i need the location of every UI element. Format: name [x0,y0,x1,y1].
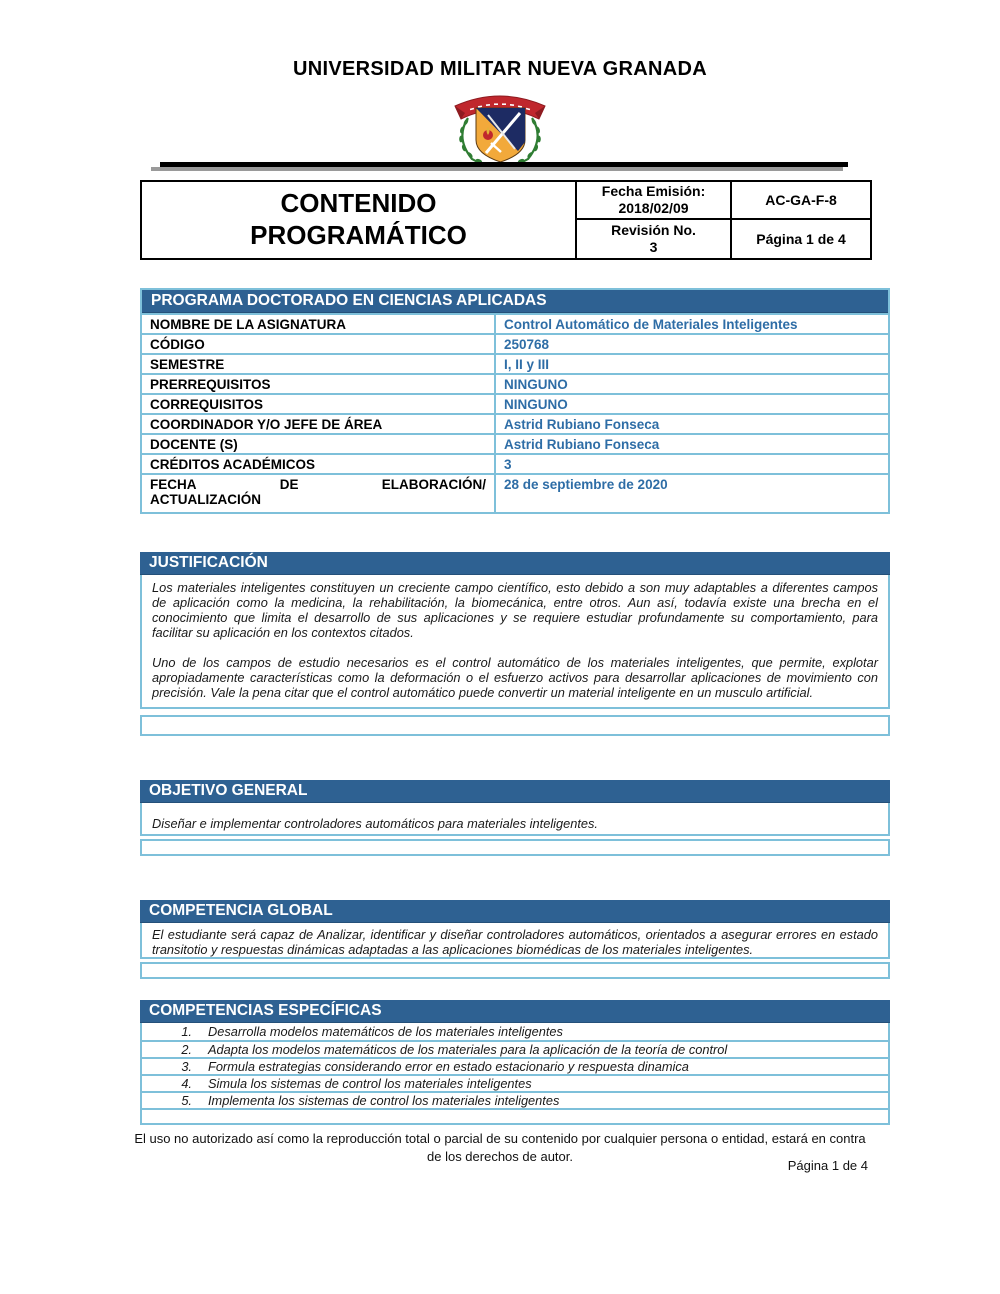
section-header: JUSTIFICACIÓN [140,552,890,575]
row-label: PRERREQUISITOS [150,377,271,392]
list-item [142,1057,888,1074]
fecha-emision-cell [575,182,730,220]
paragraph: Diseñar e implementar controladores automáticos para materiales inteligentes. [152,816,598,831]
empty-row [140,839,890,856]
page-number-cell [730,220,870,258]
section-header: COMPETENCIAS ESPECÍFICAS [140,1000,890,1023]
table-row [142,433,888,453]
revision-cell [575,220,730,258]
document-title-line1: CONTENIDO [280,188,437,219]
university-crest-icon [441,82,559,173]
section-header: OBJETIVO GENERAL [140,780,890,803]
fecha-emision-label: Fecha Emisión: [601,183,706,199]
list-item [142,1023,888,1040]
doc-code: AC-GA-F-8 [765,191,837,208]
row-label: NOMBRE DE LA ASIGNATURA [150,317,346,332]
table-row [142,313,888,333]
fecha-label-line1 [150,477,486,492]
item-number: 5. [181,1093,192,1108]
header-rule [160,162,848,167]
table-row [142,453,888,473]
table-row [142,413,888,433]
row-label: CORREQUISITOS [150,397,264,412]
document-title-line2: PROGRAMÁTICO [250,220,467,250]
item-text: Formula estrategias considerando error en estado estacionario y respuesta dinamica [208,1059,689,1074]
section-competencias-especificas [140,1000,890,1125]
footer-page-number: Página 1 de 4 [787,1158,868,1173]
university-title: UNIVERSIDAD MILITAR NUEVA GRANADA [293,58,707,80]
row-label: COORDINADOR Y/O JEFE DE ÁREA [150,417,383,432]
row-value: NINGUNO [494,375,888,393]
row-label: DOCENTE (S) [150,437,238,452]
row-value: 250768 [494,335,888,353]
item-number: 3. [181,1059,192,1074]
document-title-table [140,180,872,260]
paragraph: Los materiales inteligentes constituyen un creciente campo científico, esto debido a son muy adaptables a diferentes campos de aplicación como la medicina, la rehabilitación, la biomecánica, entre otros. Aun así, todavía existe una brecha en el conocimiento que limita el desarrollo de sus aplicaciones y se requiere estudiar profundamente su comportamiento, para facilitar su aplicación en los contextos citados. [152,580,878,640]
item-text: Desarrolla modelos matemáticos de los materiales inteligentes [208,1024,563,1039]
program-table-header: PROGRAMA DOCTORADO EN CIENCIAS APLICADAS [142,290,888,313]
copyright-notice: El uso no autorizado así como la reproducción total o parcial de su contenido por cualquier persona o entidad, estará en contra de los derechos de autor. [134,1131,866,1164]
row-value: Astrid Rubiano Fonseca [494,415,888,433]
section-body [140,575,890,709]
list-item [142,1040,888,1057]
empty-row [142,1108,888,1123]
paragraph: Uno de los campos de estudio necesarios es el control automático de los materiales inteligentes, que permite, explotar apropiadamente características como la deformación o el esfuerzo activos para desarrollar aplicaciones de movimiento con precisión. Vale la pena citar que el control automático puede convertir un material inteligente en un musculo artificial. [152,655,878,700]
document-title [142,182,575,258]
row-value: 3 [494,455,888,473]
row-value: Astrid Rubiano Fonseca [494,435,888,453]
item-text: Simula los sistemas de control los materiales inteligentes [208,1076,532,1091]
row-value: 28 de septiembre de 2020 [494,475,888,512]
fecha-word: ELABORACIÓN/ [381,477,486,492]
list-item [142,1091,888,1108]
row-label: SEMESTRE [150,357,225,372]
fecha-emision-value: 2018/02/09 [618,200,689,216]
table-row [142,353,888,373]
section-header: COMPETENCIA GLOBAL [140,900,890,923]
item-number: 4. [181,1076,192,1091]
table-row [142,393,888,413]
table-row [142,373,888,393]
row-value: I, II y III [494,355,888,373]
section-competencia-global [140,900,890,979]
table-row [142,333,888,353]
page-number: Página 1 de 4 [756,230,846,247]
row-label: CÓDIGO [150,337,205,352]
row-value: Control Automático de Materiales Inteligentes [494,315,888,333]
item-text: Implementa los sistemas de control los materiales inteligentes [208,1093,560,1108]
doc-code-cell [730,182,870,220]
revision-value: 3 [649,239,658,255]
row-label [142,475,494,512]
item-number: 2. [181,1042,192,1057]
table-row [142,473,888,512]
fecha-word: FECHA [150,477,197,492]
fecha-label-line2: ACTUALIZACIÓN [150,492,261,507]
empty-row [140,715,890,736]
header-rule-shadow [151,167,843,171]
paragraph: El estudiante será capaz de Analizar, identificar y diseñar controladores automáticos, orientados a asegurar errores en estado transitotio y respuestas dinámicas adaptadas a las aplicaciones biomédicas de los materiales inteligentes. [152,927,878,957]
section-objetivo-general [140,780,890,856]
program-info-table [140,288,890,514]
list-item [142,1074,888,1091]
empty-row [140,962,890,979]
competencias-list [140,1023,890,1125]
section-justificacion [140,552,890,736]
row-label: CRÉDITOS ACADÉMICOS [150,457,316,472]
revision-label: Revisión No. [611,222,696,238]
row-value: NINGUNO [494,395,888,413]
item-text: Adapta los modelos matemáticos de los materiales para la aplicación de la teoría de control [208,1042,728,1057]
fecha-word: DE [279,477,299,492]
section-body [140,923,890,959]
section-body [140,803,890,836]
item-number: 1. [181,1024,192,1039]
